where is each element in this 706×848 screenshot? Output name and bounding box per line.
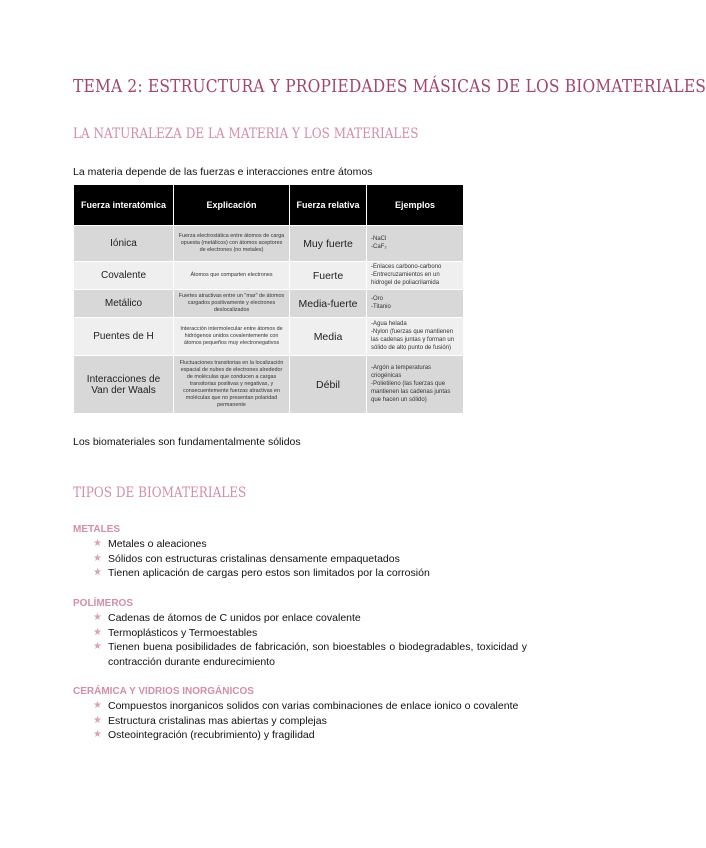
star-icon: ★	[93, 641, 102, 652]
force-type-cell: Covalente	[74, 262, 174, 290]
table-header-cell: Fuerza relativa	[290, 185, 367, 226]
explanation-cell: Fuerza electrostática entre átomos de carga opuesta (metálicos) con átomos aceptores de electrones (no metales)	[174, 226, 290, 262]
list-item-text: Metales o aleaciones	[108, 538, 207, 550]
table-row	[74, 318, 464, 356]
force-type-cell: Interacciones de Van der Waals	[74, 356, 174, 414]
examples-cell	[367, 262, 464, 290]
group-title-metales: METALES	[73, 524, 121, 535]
list-item	[93, 714, 527, 729]
examples-cell	[367, 318, 464, 356]
list-item	[93, 699, 527, 714]
group-title-ceramica: CERÁMICA Y VIDRIOS INORGÁNICOS	[73, 686, 254, 697]
interatomic-forces-table	[73, 184, 464, 414]
bullet-list-polimeros	[93, 611, 527, 669]
example-item: -Agua helada	[371, 321, 407, 328]
explanation-cell: Fuertes atractivas entre un "mar" de átomos cargados positivamente y electrones deslocalizados	[174, 290, 290, 318]
section-heading-naturaleza: LA NATURALEZA DE LA MATERIA Y LOS MATERIALES	[73, 126, 419, 142]
list-item-text: Compuestos inorganicos solidos con varias combinaciones de enlace ionico o covalente	[108, 700, 519, 712]
group-title-polimeros: POLÍMEROS	[73, 598, 134, 609]
table-row	[74, 262, 464, 290]
star-icon: ★	[93, 714, 102, 726]
table-header-cell: Fuerza interatómica	[74, 185, 174, 226]
table-row	[74, 290, 464, 318]
list-item	[93, 566, 527, 581]
list-item-text: Tienen buena posibilidades de fabricación, son bioestables o biodegradables, toxicidad y contracción durante endurecimiento	[108, 641, 527, 668]
intro-paragraph: La materia depende de las fuerzas e interacciones entre átomos	[73, 166, 373, 178]
bullet-list-metales	[93, 537, 527, 581]
star-icon: ★	[93, 626, 102, 638]
example-item: -Nylon (fuerzas que mantienen las cadenas juntas y forman un sólido de alto punto de fusión)	[371, 329, 455, 351]
table-header-cell: Explicación	[174, 185, 290, 226]
list-item-text: Osteointegración (recubrimiento) y fragilidad	[108, 729, 315, 741]
list-item-text: Cadenas de átomos de C unidos por enlace covalente	[108, 612, 361, 624]
list-item-text: Tienen aplicación de cargas pero estos son limitados por la corrosión	[108, 567, 430, 579]
list-item	[93, 626, 527, 641]
example-item: -Titanio	[371, 303, 391, 310]
bullet-list-ceramica	[93, 699, 527, 743]
list-item	[93, 552, 527, 567]
example-item: -Oro	[371, 296, 383, 303]
star-icon: ★	[93, 729, 102, 740]
star-icon: ★	[93, 567, 102, 578]
star-icon: ★	[93, 612, 102, 623]
list-item	[93, 728, 527, 743]
force-type-cell: Iónica	[74, 226, 174, 262]
explanation-cell: Fluctuaciones transitorias en la localización espacial de nubes de electrones alrededor de moléculas que conducen a cargas transitorias positivas y negativas, y consecuentemente fuerzas atractivas en moléculas que no presentan polaridad permanente	[174, 356, 290, 414]
list-item-text: Sólidos con estructuras cristalinas densamente empaquetados	[108, 552, 400, 565]
explanation-cell: Interacción intermolecular entre átomos de hidrógenos unidos covalentemente con átomos pequeños muy electronegativos	[174, 318, 290, 356]
example-item: -Argón a temperaturas criogénicas	[371, 365, 432, 380]
star-icon: ★	[93, 538, 102, 549]
star-icon: ★	[93, 700, 102, 711]
relative-force-cell: Fuerte	[290, 262, 367, 290]
list-item	[93, 611, 527, 626]
force-type-cell: Puentes de H	[74, 318, 174, 356]
explanation-cell: Átomos que comparten electrones	[174, 262, 290, 290]
relative-force-cell: Muy fuerte	[290, 226, 367, 262]
example-item: -Polietileno (las fuerzas que mantienen las cadenas juntas que hacen un sólido)	[371, 380, 451, 403]
example-item: -CaF₂	[371, 243, 387, 250]
force-type-cell: Metálico	[74, 290, 174, 318]
relative-force-cell: Media	[290, 318, 367, 356]
list-item	[93, 640, 527, 669]
relative-force-cell: Débil	[290, 356, 367, 414]
star-icon: ★	[93, 552, 102, 564]
section-heading-tipos: TIPOS DE BIOMATERIALES	[73, 485, 247, 501]
examples-cell	[367, 290, 464, 318]
table-row	[74, 226, 464, 262]
page-title: TEMA 2: ESTRUCTURA Y PROPIEDADES MÁSICAS DE LOS BIOMATERIALES	[73, 76, 706, 97]
list-item	[93, 537, 527, 552]
table-header-row	[74, 185, 464, 226]
example-item: -Enlaces carbono-carbono	[371, 264, 442, 270]
examples-cell	[367, 226, 464, 262]
outro-paragraph: Los biomateriales son fundamentalmente sólidos	[73, 436, 301, 448]
example-item: -NaCl	[371, 235, 387, 242]
relative-force-cell: Media-fuerte	[290, 290, 367, 318]
examples-cell	[367, 356, 464, 414]
list-item-text: Termoplásticos y Termoestables	[108, 626, 258, 639]
table-row	[74, 356, 464, 414]
list-item-text: Estructura cristalinas mas abiertas y complejas	[108, 714, 327, 727]
table-header-cell: Ejemplos	[367, 185, 464, 226]
example-item: -Entrecruzamientos en un hidrogel de poliacrilamida	[371, 271, 440, 286]
